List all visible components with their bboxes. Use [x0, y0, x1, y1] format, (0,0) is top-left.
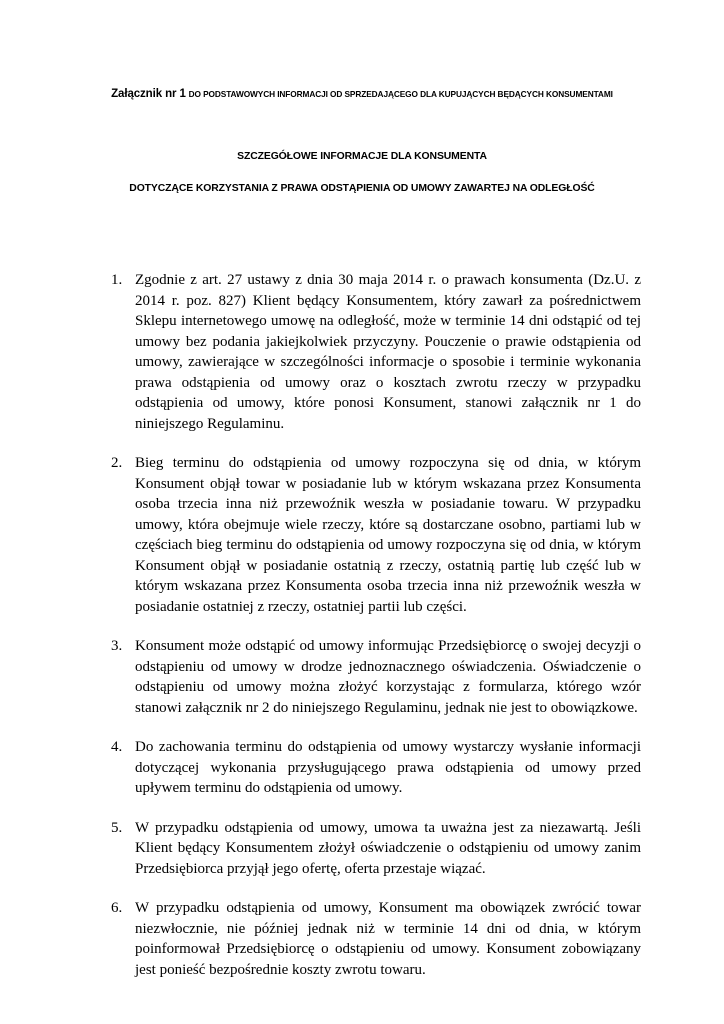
provisions-list: [0, 270, 724, 999]
item-number: 4.: [111, 739, 123, 755]
item-number: 6.: [111, 900, 123, 916]
item-text: W przypadku odstąpienia od umowy, Konsument ma obowiązek zwrócić towar niezwłocznie, nie później jednak niż w terminie 14 dni od dnia, w którym poinformował Przedsiębiorcę o odstąpieniu od umowy. Konsument zobowiązany jest ponieść bezpośrednie koszty zwrotu towaru.: [135, 900, 641, 978]
list-item: [0, 898, 641, 980]
item-number: 1.: [111, 272, 123, 288]
list-item: [0, 636, 641, 718]
section-heading-2: DOTYCZĄCE KORZYSTANIA Z PRAWA ODSTĄPIENIA OD UMOWY ZAWARTEJ NA ODLEGŁOŚĆ: [129, 183, 595, 194]
item-text: Do zachowania terminu do odstąpienia od umowy wystarczy wysłanie informacji dotyczącej wykonania przysługującego prawa odstąpienia od umowy przed upływem terminu do odstąpienia od umowy.: [135, 739, 641, 796]
item-text: Bieg terminu do odstąpienia od umowy rozpoczyna się od dnia, w którym Konsument objął towar w posiadanie lub w którym wskazana przez Konsumenta osoba trzecia inna niż przewoźnik weszła w posiadanie towaru. W przypadku umowy, która obejmuje wiele rzeczy, które są dostarczane osobno, partiami lub w częściach bieg terminu do odstąpienia od umowy rozpoczyna się od dnia, w którym Konsument objął w posiadanie ostatnią z rzeczy, ostatnią partię lub część lub w którym wskazana przez Konsumenta osoba trzecia inna niż przewoźnik weszła w posiadanie ostatniej z rzeczy, ostatniej partii lub części.: [135, 455, 641, 615]
section-heading-1: SZCZEGÓŁOWE INFORMACJE DLA KONSUMENTA: [237, 151, 487, 162]
item-text: Zgodnie z art. 27 ustawy z dnia 30 maja 2014 r. o prawach konsumenta (Dz.U. z 2014 r. poz. 827) Klient będący Konsumentem, który zawarł za pośrednictwem Sklepu internetowego umowę na odległość, może w terminie 14 dni odstąpić od tej umowy bez podania jakiejkolwiek przyczyny. Pouczenie o prawie odstąpienia od umowy, zawierające w szczególności informacje o sposobie i terminie wykonania prawa odstąpienia od umowy oraz o kosztach zwrotu rzeczy w przypadku odstąpienia od umowy, które ponosi Konsument, stanowi załącznik nr 1 do niniejszego Regulaminu.: [135, 272, 641, 432]
item-text: W przypadku odstąpienia od umowy, umowa ta uważna jest za niezawartą. Jeśli Klient będący Konsumentem złożył oświadczenie o odstąpieniu od umowy zanim Przedsiębiorca przyjął jego ofertę, oferta przestaje wiązać.: [135, 819, 641, 877]
annex-title: [0, 88, 724, 100]
item-number: 2.: [111, 455, 123, 471]
item-number: 5.: [111, 819, 123, 836]
list-item: [0, 818, 641, 880]
annex-lead: Załącznik nr 1: [111, 88, 186, 100]
annex-subtitle: DO PODSTAWOWYCH INFORMACJI OD SPRZEDAJĄCEGO DLA KUPUJĄCYCH BĘDĄCYCH KONSUMENTAMI: [188, 89, 613, 99]
list-item: [0, 270, 641, 434]
list-item: [0, 737, 641, 799]
item-number: 3.: [111, 638, 123, 654]
list-item: [0, 453, 641, 617]
item-text: Konsument może odstąpić od umowy informując Przedsiębiorcę o swojej decyzji o odstąpieniu od umowy w drodze jednoznacznego oświadczenia. Oświadczenie o odstąpieniu od umowy można złożyć korzystając z formularza, którego wzór stanowi załącznik nr 2 do niniejszego Regulaminu, jednak nie jest to obowiązkowe.: [135, 638, 641, 716]
